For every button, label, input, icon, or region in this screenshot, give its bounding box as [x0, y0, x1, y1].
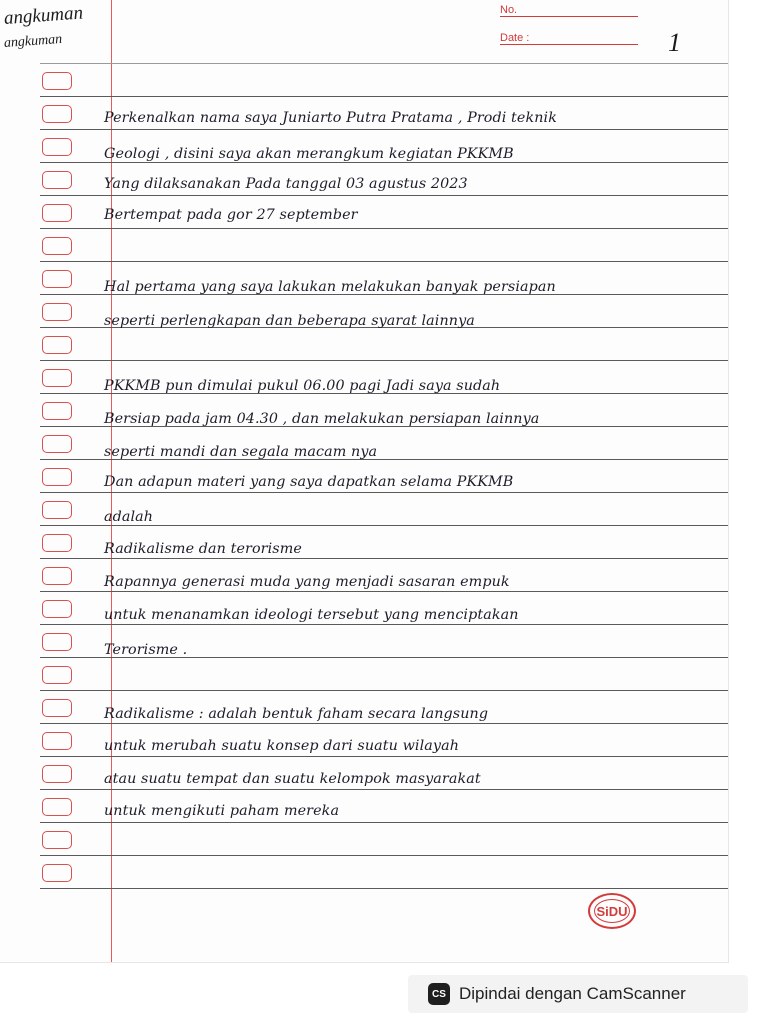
margin-checkbox	[42, 501, 72, 519]
margin-checkbox	[42, 369, 72, 387]
margin-checkbox	[42, 633, 72, 651]
ruled-line	[40, 624, 728, 625]
watermark-text: Dipindai dengan CamScanner	[459, 984, 686, 1003]
ruled-line	[40, 558, 728, 559]
margin-checkbox	[42, 765, 72, 783]
ruled-line	[40, 195, 728, 196]
camscanner-watermark	[408, 975, 748, 1013]
stamp-text: SiDU	[596, 903, 628, 919]
margin-checkbox	[42, 72, 72, 90]
page-number: 1	[668, 28, 681, 57]
ruled-line	[40, 756, 728, 757]
handwritten-line: atau suatu tempat dan suatu kelompok masyarakat	[104, 771, 481, 787]
margin-checkbox	[42, 567, 72, 585]
subject-title: angkuman	[3, 2, 84, 29]
margin-checkbox	[42, 600, 72, 618]
margin-checkbox	[42, 831, 72, 849]
date-underline	[500, 44, 638, 45]
margin-checkbox	[42, 402, 72, 420]
handwritten-line: Yang dilaksanakan Pada tanggal 03 agustus 2023	[104, 176, 468, 192]
ruled-line	[40, 789, 728, 790]
margin-checkbox	[42, 303, 72, 321]
no-underline	[500, 16, 638, 17]
handwritten-line: PKKMB pun dimulai pukul 06.00 pagi Jadi saya sudah	[104, 378, 501, 394]
no-label: No.	[500, 4, 518, 16]
ruled-line	[40, 261, 728, 262]
handwritten-line: Radikalisme dan terorisme	[104, 541, 302, 557]
handwritten-line: Geologi , disini saya akan merangkum kegiatan PKKMB	[104, 146, 514, 162]
margin-checkbox	[42, 105, 72, 123]
margin-checkbox	[42, 798, 72, 816]
date-label: Date :	[500, 32, 530, 44]
margin-checkbox	[42, 699, 72, 717]
margin-checkbox	[42, 732, 72, 750]
ruled-line	[40, 63, 728, 64]
margin-checkbox	[42, 138, 72, 156]
margin-checkbox	[42, 237, 72, 255]
ruled-line	[40, 822, 728, 823]
handwritten-line: Perkenalkan nama saya Juniarto Putra Pratama , Prodi teknik	[104, 110, 557, 126]
ruled-line	[40, 129, 728, 130]
ruled-line	[40, 855, 728, 856]
ruled-line	[40, 591, 728, 592]
ruled-line	[40, 228, 728, 229]
sidu-logo-stamp	[588, 893, 636, 929]
handwritten-line: Hal pertama yang saya lakukan melakukan banyak persiapan	[104, 279, 556, 295]
margin-checkbox	[42, 336, 72, 354]
margin-checkbox	[42, 171, 72, 189]
margin-checkbox	[42, 270, 72, 288]
margin-checkbox	[42, 204, 72, 222]
ruled-line	[40, 96, 728, 97]
ruled-line	[40, 360, 728, 361]
handwritten-line: Rapannya generasi muda yang menjadi sasaran empuk	[104, 574, 510, 590]
ruled-line	[40, 525, 728, 526]
ruled-line	[40, 888, 728, 889]
handwritten-line: Terorisme .	[104, 642, 188, 658]
handwritten-line: seperti mandi dan segala macam nya	[104, 444, 378, 460]
handwritten-line: seperti perlengkapan dan beberapa syarat lainnya	[104, 313, 475, 329]
ruled-line	[40, 492, 728, 493]
ruled-line	[40, 162, 728, 163]
handwritten-line: adalah	[104, 509, 154, 525]
handwritten-line: Bersiap pada jam 04.30 , dan melakukan persiapan lainnya	[104, 411, 540, 427]
subject-title-rewrite: angkuman	[3, 31, 63, 51]
ruled-line	[40, 690, 728, 691]
handwritten-line: untuk merubah suatu konsep dari suatu wilayah	[104, 738, 460, 754]
margin-checkbox	[42, 468, 72, 486]
margin-checkbox	[42, 534, 72, 552]
camscanner-logo-icon: CS	[428, 983, 450, 1005]
handwritten-line: Dan adapun materi yang saya dapatkan selama PKKMB	[104, 474, 514, 490]
handwritten-line: Radikalisme : adalah bentuk faham secara langsung	[104, 706, 489, 722]
handwritten-line: untuk mengikuti paham mereka	[104, 803, 340, 819]
margin-checkbox	[42, 435, 72, 453]
handwritten-line: Bertempat pada gor 27 september	[104, 207, 358, 223]
margin-checkbox	[42, 666, 72, 684]
margin-checkbox	[42, 864, 72, 882]
stamp-ring	[594, 899, 630, 923]
handwritten-line: untuk menanamkan ideologi tersebut yang menciptakan	[104, 607, 519, 623]
ruled-line	[40, 723, 728, 724]
